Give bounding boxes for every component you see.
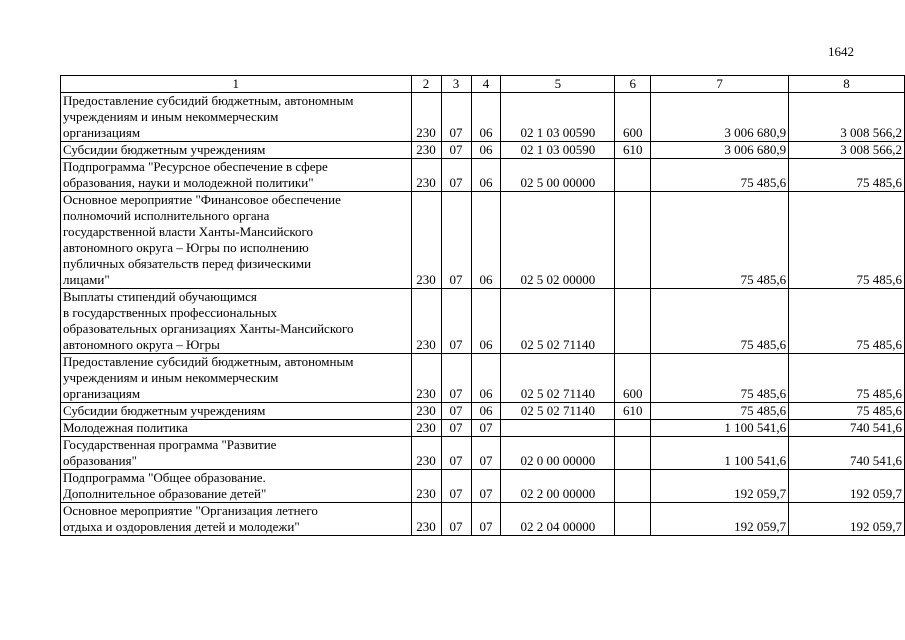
row-admin-code: 230: [411, 159, 441, 192]
row-amount-year-2: 192 059,7: [789, 503, 905, 536]
row-amount-year-2: 75 485,6: [789, 403, 905, 420]
table-row: [61, 437, 905, 470]
table-row: [61, 93, 905, 142]
column-header: 1: [61, 76, 412, 93]
row-admin-code: 230: [411, 420, 441, 437]
row-expense-type: 610: [615, 142, 651, 159]
row-subsection: 07: [471, 420, 501, 437]
row-name: Выплаты стипендий обучающимся в государственных профессиональных образовательных организациях Ханты-Мансийского автономного округа – Югры: [61, 289, 412, 354]
row-subsection: 07: [471, 503, 501, 536]
row-admin-code: 230: [411, 437, 441, 470]
row-section: 07: [441, 159, 471, 192]
row-amount-year-2: 75 485,6: [789, 354, 905, 403]
row-section: 07: [441, 142, 471, 159]
row-target-article: 02 5 02 71140: [501, 354, 615, 403]
table-row: [61, 470, 905, 503]
row-name: Молодежная политика: [61, 420, 412, 437]
table-row: [61, 403, 905, 420]
row-section: 07: [441, 470, 471, 503]
row-expense-type: [615, 420, 651, 437]
row-amount-year-2: 740 541,6: [789, 420, 905, 437]
row-section: 07: [441, 503, 471, 536]
row-amount-year-1: 75 485,6: [651, 289, 789, 354]
header-row: [61, 76, 905, 93]
column-header: 6: [615, 76, 651, 93]
row-section: 07: [441, 289, 471, 354]
table-row: [61, 192, 905, 289]
row-amount-year-1: 75 485,6: [651, 159, 789, 192]
row-name: Субсидии бюджетным учреждениям: [61, 403, 412, 420]
row-name: Подпрограмма "Ресурсное обеспечение в сфере образования, науки и молодежной политики": [61, 159, 412, 192]
table-row: [61, 159, 905, 192]
page-number: 1642: [828, 44, 854, 59]
row-amount-year-1: 75 485,6: [651, 403, 789, 420]
row-amount-year-2: 3 008 566,2: [789, 93, 905, 142]
row-name: Предоставление субсидий бюджетным, автономным учреждениям и иным некоммерческим организациям: [61, 354, 412, 403]
row-admin-code: 230: [411, 289, 441, 354]
table-row: [61, 503, 905, 536]
row-expense-type: [615, 159, 651, 192]
row-amount-year-2: 740 541,6: [789, 437, 905, 470]
column-header: 8: [789, 76, 905, 93]
column-header: 4: [471, 76, 501, 93]
row-name: Субсидии бюджетным учреждениям: [61, 142, 412, 159]
row-target-article: 02 5 02 71140: [501, 289, 615, 354]
table-row: [61, 142, 905, 159]
row-admin-code: 230: [411, 403, 441, 420]
row-name: Основное мероприятие "Финансовое обеспечение полномочий исполнительного органа государственной власти Ханты-Мансийского автономного округа – Югры по исполнению публичных обязательств перед физическими лицами": [61, 192, 412, 289]
row-target-article: 02 2 04 00000: [501, 503, 615, 536]
row-admin-code: 230: [411, 470, 441, 503]
row-amount-year-1: 1 100 541,6: [651, 437, 789, 470]
row-section: 07: [441, 354, 471, 403]
row-target-article: 02 5 02 71140: [501, 403, 615, 420]
row-amount-year-1: 75 485,6: [651, 354, 789, 403]
row-expense-type: [615, 503, 651, 536]
row-expense-type: [615, 437, 651, 470]
row-subsection: 06: [471, 403, 501, 420]
row-admin-code: 230: [411, 93, 441, 142]
row-target-article: 02 5 00 00000: [501, 159, 615, 192]
row-target-article: 02 1 03 00590: [501, 93, 615, 142]
row-section: 07: [441, 93, 471, 142]
row-target-article: 02 1 03 00590: [501, 142, 615, 159]
row-admin-code: 230: [411, 192, 441, 289]
row-expense-type: [615, 192, 651, 289]
column-header: 7: [651, 76, 789, 93]
row-amount-year-2: 3 008 566,2: [789, 142, 905, 159]
column-header: 2: [411, 76, 441, 93]
row-expense-type: 600: [615, 354, 651, 403]
row-amount-year-1: 192 059,7: [651, 503, 789, 536]
row-name: Подпрограмма "Общее образование. Дополнительное образование детей": [61, 470, 412, 503]
row-target-article: 02 2 00 00000: [501, 470, 615, 503]
row-subsection: 06: [471, 159, 501, 192]
row-section: 07: [441, 192, 471, 289]
row-subsection: 07: [471, 470, 501, 503]
row-admin-code: 230: [411, 354, 441, 403]
table-row: [61, 420, 905, 437]
row-amount-year-2: 192 059,7: [789, 470, 905, 503]
row-admin-code: 230: [411, 142, 441, 159]
row-name: Предоставление субсидий бюджетным, автономным учреждениям и иным некоммерческим организациям: [61, 93, 412, 142]
row-name: Основное мероприятие "Организация летнего отдыха и оздоровления детей и молодежи": [61, 503, 412, 536]
row-expense-type: [615, 289, 651, 354]
row-section: 07: [441, 420, 471, 437]
table-row: [61, 289, 905, 354]
row-admin-code: 230: [411, 503, 441, 536]
row-subsection: 06: [471, 289, 501, 354]
row-amount-year-1: 1 100 541,6: [651, 420, 789, 437]
column-header: 5: [501, 76, 615, 93]
row-target-article: 02 0 00 00000: [501, 437, 615, 470]
row-expense-type: [615, 470, 651, 503]
row-target-article: [501, 420, 615, 437]
row-subsection: 06: [471, 354, 501, 403]
row-section: 07: [441, 437, 471, 470]
row-subsection: 06: [471, 142, 501, 159]
row-section: 07: [441, 403, 471, 420]
row-name: Государственная программа "Развитие образования": [61, 437, 412, 470]
row-amount-year-1: 3 006 680,9: [651, 93, 789, 142]
row-subsection: 06: [471, 192, 501, 289]
row-amount-year-2: 75 485,6: [789, 289, 905, 354]
row-amount-year-2: 75 485,6: [789, 159, 905, 192]
row-subsection: 07: [471, 437, 501, 470]
budget-table: [60, 75, 905, 536]
table-body: [61, 93, 905, 536]
row-expense-type: 600: [615, 93, 651, 142]
row-amount-year-2: 75 485,6: [789, 192, 905, 289]
row-target-article: 02 5 02 00000: [501, 192, 615, 289]
table-row: [61, 354, 905, 403]
row-expense-type: 610: [615, 403, 651, 420]
row-subsection: 06: [471, 93, 501, 142]
row-amount-year-1: 75 485,6: [651, 192, 789, 289]
row-amount-year-1: 3 006 680,9: [651, 142, 789, 159]
column-header: 3: [441, 76, 471, 93]
row-amount-year-1: 192 059,7: [651, 470, 789, 503]
